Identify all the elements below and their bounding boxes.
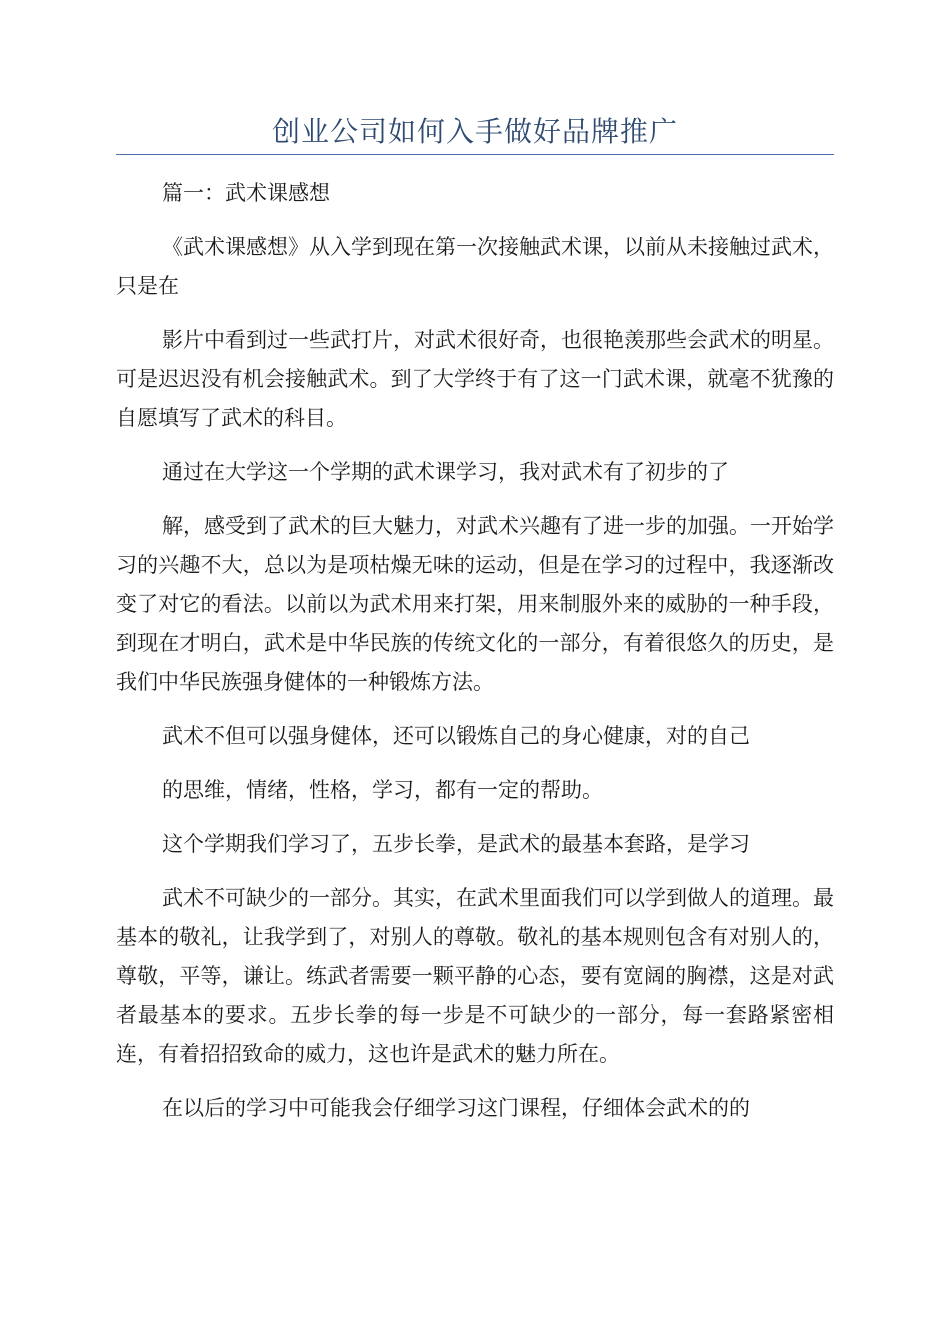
- paragraph: 通过在大学这一个学期的武术课学习，我对武术有了初步的了: [162, 460, 729, 484]
- title-underline: [116, 154, 834, 155]
- document-title: 创业公司如何入手做好品牌推广: [271, 115, 678, 148]
- paragraph: 这个学期我们学习了，五步长拳，是武术的最基本套路，是学习: [162, 832, 750, 856]
- paragraph: 影片中看到过一些武打片，对武术很好奇，也很艳羡那些会武术的明星。可是迟迟没有机会接触武术。到了大学终于有了这一门武术课，就毫不犹豫的自愿填写了武术的科目。: [116, 328, 834, 430]
- paragraph: 武术不可缺少的一部分。其实，在武术里面我们可以学到做人的道理。最基本的敬礼，让我学到了，对别人的尊敬。敬礼的基本规则包含有对别人的，尊敬，平等，谦让。练武者需要一颗平静的心态，要有宽阔的胸襟，这是对武者最基本的要求。五步长拳的每一步是不可缺少的一部分，每一套路紧密相连，有着招招致命的威力，这也许是武术的魅力所在。: [116, 886, 834, 1066]
- paragraph: 在以后的学习中可能我会仔细学习这门课程，仔细体会武术的的: [162, 1096, 750, 1120]
- document-body: [116, 174, 834, 1143]
- section-heading: 篇一：武术课感想: [162, 181, 330, 205]
- paragraph: 解，感受到了武术的巨大魅力，对武术兴趣有了进一步的加强。一开始学习的兴趣不大，总以为是项枯燥无味的运动，但是在学习的过程中，我逐渐改变了对它的看法。以前以为武术用来打架，用来制服外来的威胁的一种手段，到现在才明白，武术是中华民族的传统文化的一部分，有着很悠久的历史，是我们中华民族强身健体的一种锻炼方法。: [116, 514, 834, 694]
- paragraph: 武术不但可以强身健体，还可以锻炼自己的身心健康，对的自己: [162, 724, 750, 748]
- paragraph: 的思维，情绪，性格，学习，都有一定的帮助。: [162, 778, 603, 802]
- paragraph: 《武术课感想》从入学到现在第一次接触武术课，以前从未接触过武术，只是在: [116, 235, 834, 298]
